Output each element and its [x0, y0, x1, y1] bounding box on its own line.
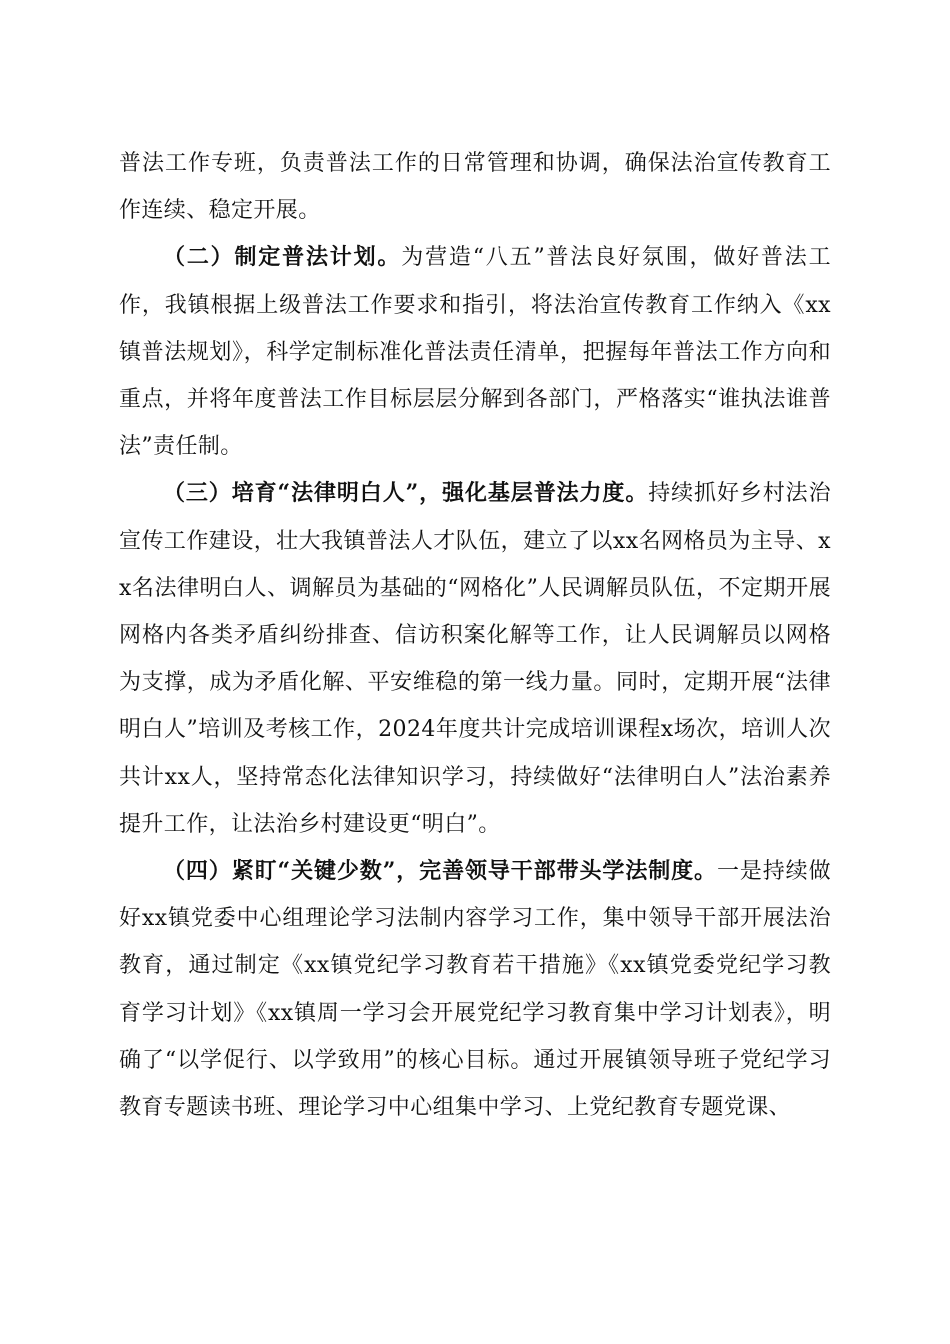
paragraph-2-text: 为营造“八五”普法良好氛围，做好普法工作，我镇根据上级普法工作要求和指引，将法治宣传教育工作纳入《xx镇普法规划》，科学定制标准化普法责任清单，把握每年普法工作方向和重点，并将年度普法工作目标层层分解到各部门，严格落实“谁执法谁普法”责任制。 [119, 245, 831, 460]
paragraph-1 [119, 140, 831, 234]
paragraph-4-text: 一是持续做好xx镇党委中心组理论学习法制内容学习工作，集中领导干部开展法治教育，通过制定《xx镇党纪学习教育若干措施》《xx镇党委党纪学习教育学习计划》《xx镇周一学习会开展党纪学习教育集中学习计划表》，明确了“以学促行、以学致用”的核心目标。通过开展镇领导班子党纪学习教育专题读书班、理论学习中心组集中学习、上党纪教育专题党课、 [119, 859, 831, 1121]
paragraph-2-heading: （二）制定普法计划。 [163, 244, 402, 271]
paragraph-3-heading: （三）培育“法律明白人”，强化基层普法力度。 [163, 480, 649, 507]
paragraph-1-text: 普法工作专班，负责普法工作的日常管理和协调，确保法治宣传教育工作连续、稳定开展。 [119, 151, 831, 224]
paragraph-4 [119, 848, 831, 1131]
paragraph-3 [119, 470, 831, 848]
paragraph-3-text: 持续抓好乡村法治宣传工作建设，壮大我镇普法人才队伍，建立了以xx名网格员为主导、xx名法律明白人、调解员为基础的“网格化”人民调解员队伍，不定期开展网格内各类矛盾纠纷排查、信访积案化解等工作，让人民调解员以网格为支撑，成为矛盾化解、平安维稳的第一线力量。同时，定期开展“法律明白人”培训及考核工作，2024年度共计完成培训课程x场次，培训人次共计xx人，坚持常态化法律知识学习，持续做好“法律明白人”法治素养提升工作，让法治乡村建设更“明白”。 [119, 481, 831, 837]
document-body [119, 140, 831, 1131]
paragraph-4-heading: （四）紧盯“关键少数”，完善领导干部带头学法制度。 [163, 858, 717, 885]
paragraph-2 [119, 234, 831, 470]
